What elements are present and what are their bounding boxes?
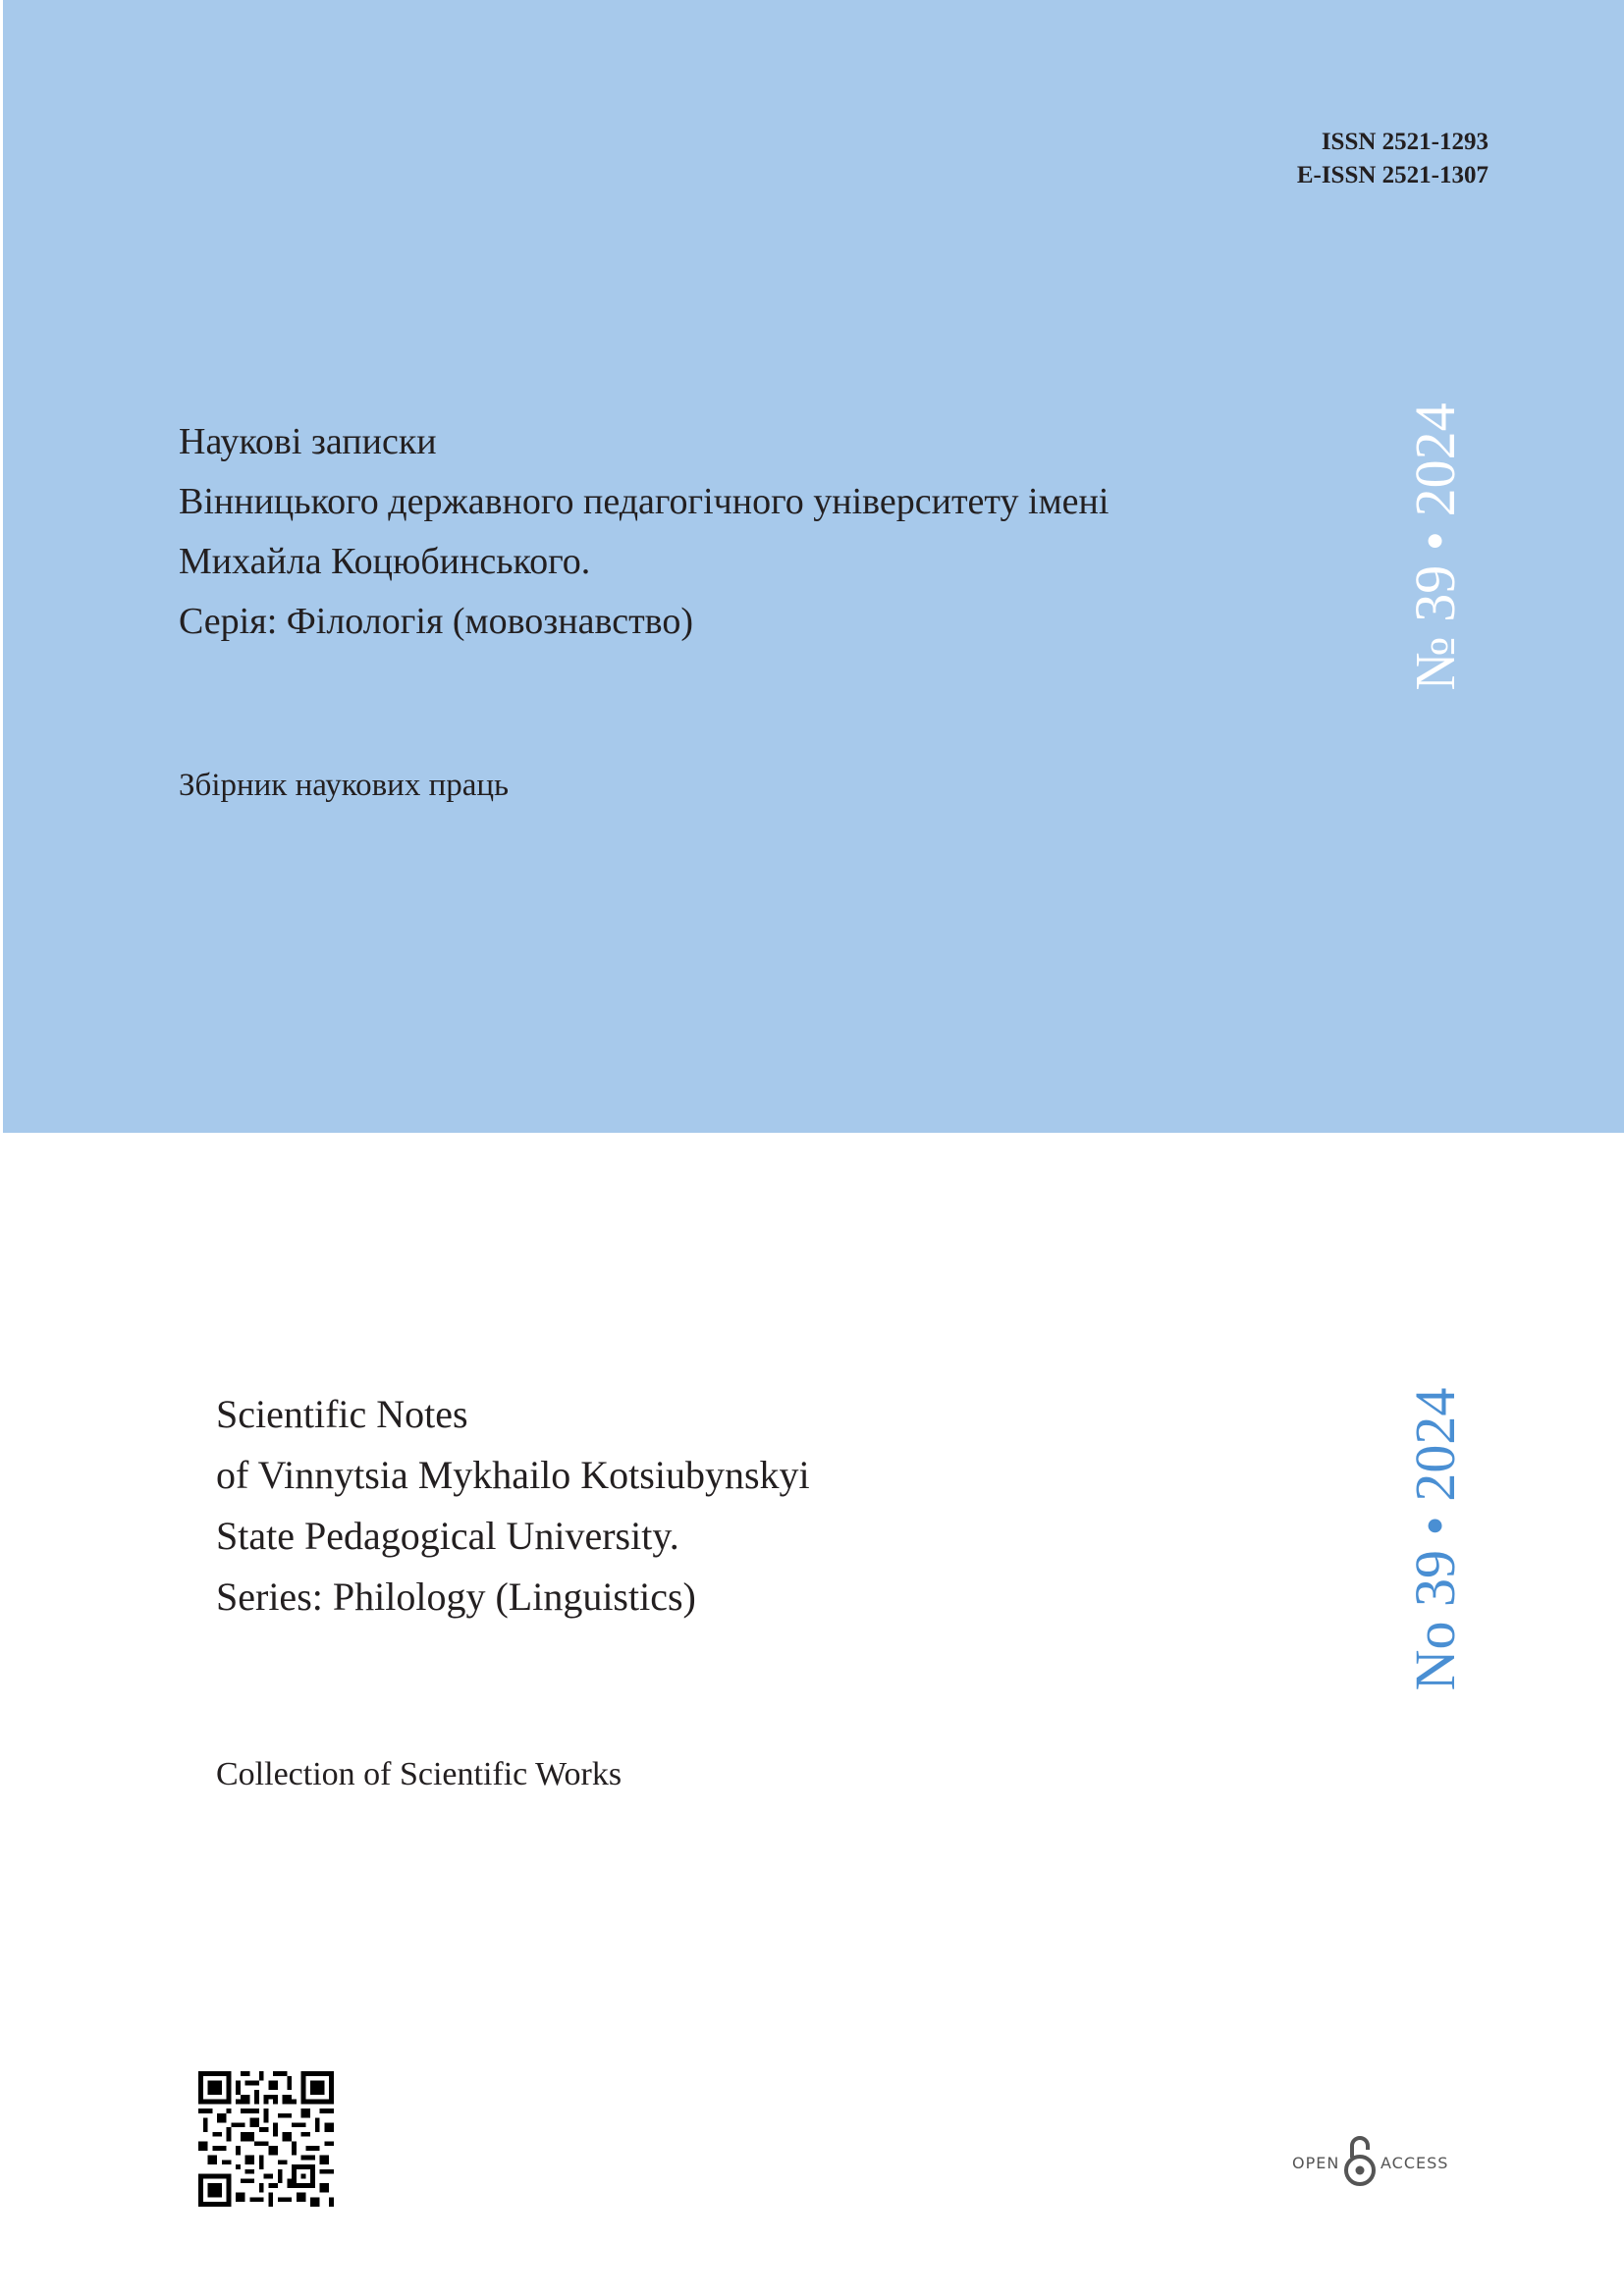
issn-block bbox=[1297, 126, 1489, 192]
english-title bbox=[216, 1384, 810, 1628]
qr-code-icon[interactable] bbox=[198, 2071, 334, 2207]
ukrainian-title-line: Серія: Філологія (мовознавство) bbox=[179, 601, 694, 642]
ukrainian-title bbox=[179, 412, 1109, 652]
ukrainian-title-line: Вінницького державного педагогічного університету імені bbox=[179, 481, 1110, 522]
issn-electronic: E-ISSN 2521-1307 bbox=[1296, 162, 1489, 188]
english-subtitle: Collection of Scientific Works bbox=[216, 1756, 623, 1792]
open-lock-icon bbox=[1343, 2132, 1377, 2189]
ukrainian-title-line: Наукові записки bbox=[179, 421, 437, 462]
open-access-left-text: OPEN bbox=[1292, 2154, 1340, 2172]
ukrainian-issue-number: № 39 • 2024 bbox=[1403, 402, 1467, 691]
english-issue-number: No 39 • 2024 bbox=[1403, 1387, 1467, 1691]
english-title-line: State Pedagogical University. bbox=[216, 1514, 679, 1558]
open-access-right-text: ACCESS bbox=[1380, 2154, 1449, 2172]
ukrainian-title-line: Михайла Коцюбинського. bbox=[179, 541, 591, 582]
ukrainian-subtitle: Збірник наукових праць bbox=[179, 768, 510, 803]
english-title-line: Scientific Notes bbox=[216, 1392, 468, 1436]
issn-print: ISSN 2521-1293 bbox=[1321, 129, 1489, 155]
english-title-line: of Vinnytsia Mykhailo Kotsiubynskyi bbox=[216, 1453, 810, 1497]
open-access-logo bbox=[1284, 2132, 1451, 2195]
english-title-line: Series: Philology (Linguistics) bbox=[216, 1575, 696, 1619]
